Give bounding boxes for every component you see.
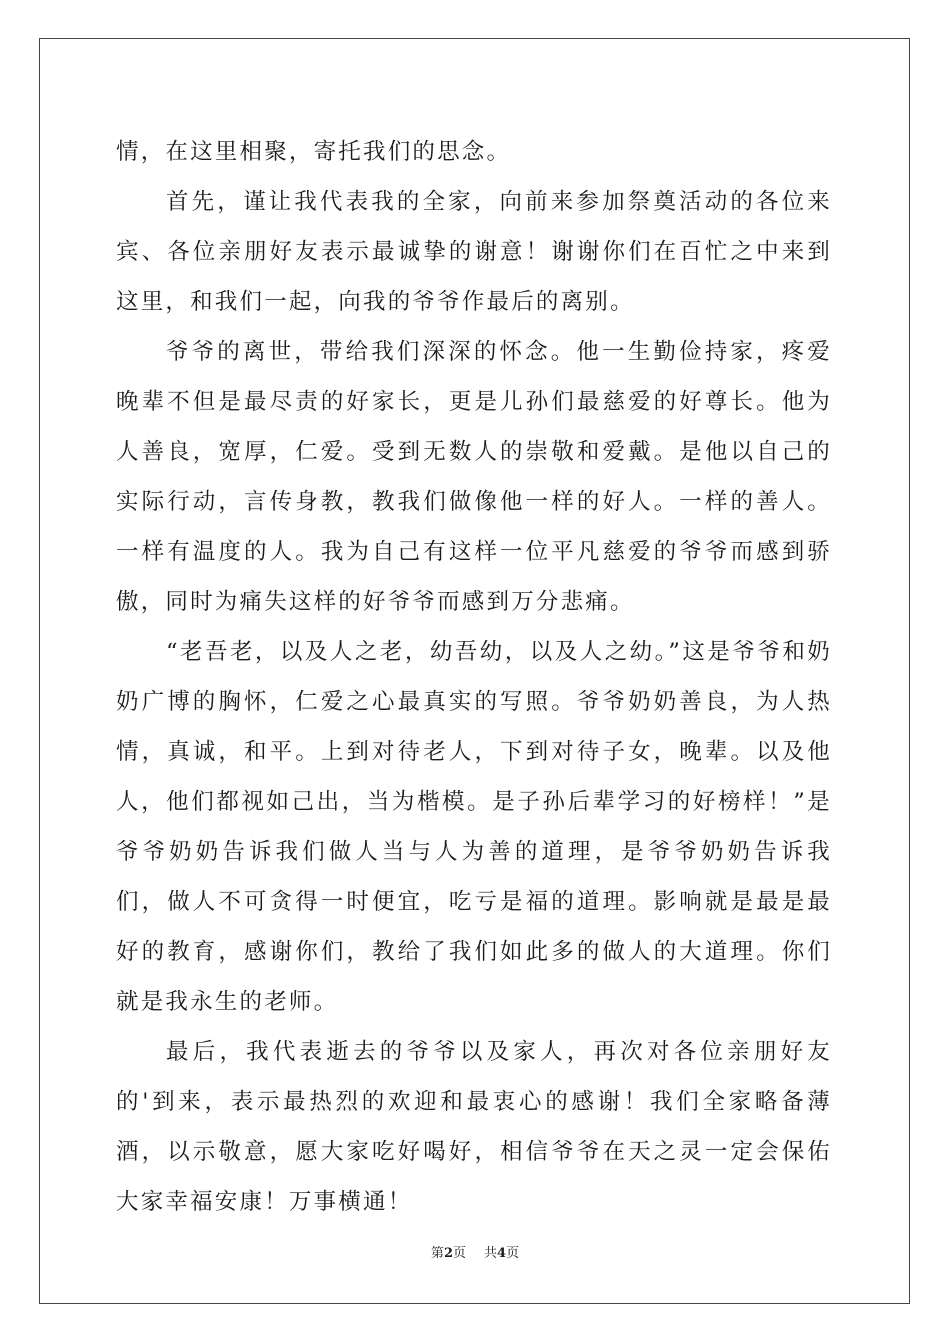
paragraph-3: 爷爷的离世，带给我们深深的怀念。他一生勤俭持家，疼爱晚辈不但是最尽责的好家长，更是儿孙们最慈爱的好尊长。他为人善良，宽厚，仁爱。受到无数人的崇敬和爱戴。是他以自己的实际行动，言传身教，教我们做像他一样的好人。一样的善人。一样有温度的人。我为自己有这样一位平凡慈爱的爷爷而感到骄傲，同时为痛失这样的好爷爷而感到万分悲痛。 [116,339,832,615]
paragraph-5: 最后，我代表逝去的爷爷以及家人，再次对各位亲朋好友的'到来，表示最热烈的欢迎和最衷心的感谢！我们全家略备薄酒，以示敬意，愿大家吃好喝好，相信爷爷在天之灵一定会保佑大家幸福安康！万事横通！ [116,1039,832,1215]
page-footer [0,1245,950,1263]
total-suffix: 页 [506,1246,520,1261]
page-current: 2 [443,1246,453,1261]
total-prefix: 共 [484,1246,498,1261]
page-suffix: 页 [452,1246,466,1261]
page-prefix: 第 [430,1246,444,1261]
paragraph-2: 首先，谨让我代表我的全家，向前来参加祭奠活动的各位来宾、各位亲朋好友表示最诚挚的谢意！谢谢你们在百忙之中来到这里，和我们一起，向我的爷爷作最后的离别。 [116,189,832,315]
document-body [116,127,832,1227]
paragraph-1: 情，在这里相聚，寄托我们的思念。 [116,139,512,165]
page-total: 4 [497,1246,507,1261]
paragraph-4: “老吾老，以及人之老，幼吾幼，以及人之幼。”这是爷爷和奶奶广博的胸怀，仁爱之心最真实的写照。爷爷奶奶善良，为人热情，真诚，和平。上到对待老人，下到对待子女，晚辈。以及他人，他们都视如己出，当为楷模。是子孙后辈学习的好榜样！”是爷爷奶奶告诉我们做人当与人为善的道理，是爷爷奶奶告诉我们，做人不可贪得一时便宜，吃亏是福的道理。影响就是最是最好的教育，感谢你们，教给了我们如此多的做人的大道理。你们就是我永生的老师。 [116,639,832,1015]
